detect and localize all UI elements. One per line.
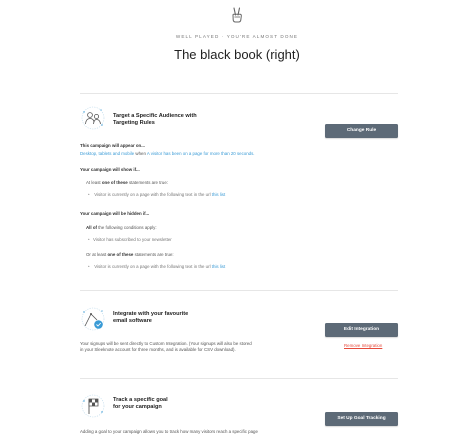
or-condition-item: • Visitor is currently on a page with the following text in the url this list (88, 264, 225, 270)
show-condition-item: • Visitor is currently on a page with the following text in the url this list (88, 192, 225, 198)
integration-description: Your signups will be sent directly to Custom Integration. (Your signups will also be stored in your Sleeknote account for three months, and is available for CSV download). (80, 341, 252, 352)
people-target-icon (80, 105, 106, 131)
appear-line: Desktop, tablets and mobile when A visitor has been on a page for more than 20 seconds. (80, 151, 255, 156)
integration-check-icon (80, 306, 106, 332)
section-divider (80, 290, 398, 291)
page-tagline: WELL PLAYED · YOU'RE ALMOST DONE (175, 34, 299, 39)
show-intro: At least one of these statements are true: (86, 180, 169, 185)
targeting-title: Target a Specific Audience with Targeting Rules (113, 113, 197, 126)
goal-title: Track a specific goal for your campaign (113, 397, 168, 410)
appear-heading: This campaign will appear on... (80, 143, 145, 148)
show-list-link[interactable]: this list (211, 192, 226, 197)
hidden-condition-item: • Visitor has subscribed to your newsletter (88, 237, 172, 243)
section-divider (80, 93, 398, 94)
show-heading: Your campaign will show if... (80, 167, 140, 172)
remove-integration-link[interactable]: Remove Integration (344, 343, 383, 348)
or-intro: Or at least one of these statements are true: (86, 252, 174, 257)
edit-integration-button[interactable]: Edit Integration (325, 323, 398, 337)
hidden-intro: All of the following conditions apply: (86, 225, 157, 230)
peace-hand-icon (228, 6, 246, 24)
change-rule-button[interactable]: Change Rule (325, 124, 398, 138)
appear-devices-link[interactable]: Desktop, tablets and mobile (80, 151, 135, 156)
integration-title: Integrate with your favourite email software (113, 311, 189, 324)
page-title: The black book (right) (174, 47, 300, 62)
or-list-link[interactable]: this list (211, 264, 226, 269)
section-divider (80, 378, 398, 379)
goal-flag-icon (80, 393, 106, 419)
set-up-goal-tracking-button[interactable]: Set Up Goal Tracking (325, 412, 398, 426)
hidden-heading: Your campaign will be hidden if... (80, 211, 150, 216)
appear-condition-link[interactable]: A visitor has been on a page for more than 20 seconds. (146, 151, 255, 156)
goal-description: Adding a goal to your campaign allows you to track how many visitors reach a specific page (80, 429, 258, 434)
